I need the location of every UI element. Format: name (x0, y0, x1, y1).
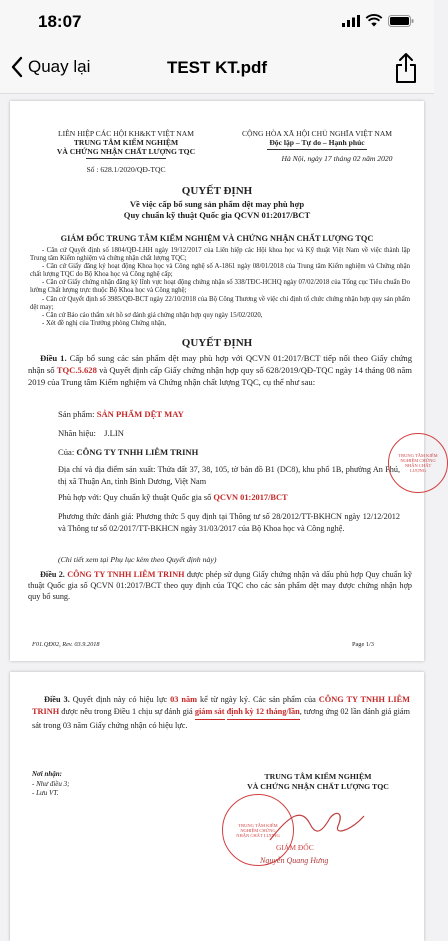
nation-header (222, 129, 412, 163)
stamp-text-2: TRUNG TÂM KIỂM NGHIỆM CHỨNG NHẬN CHẤT LƯỢNG (236, 822, 280, 838)
decision-subtitle-2: Quy chuẩn kỹ thuật Quốc gia QCVN 01:2017/BCT (123, 210, 311, 220)
product-label: Sản phẩm: (58, 409, 95, 419)
basis-item: - Căn cứ Giấy đăng ký hoạt động Khoa học và Công nghệ số A-1861 ngày 08/01/2018 của Trung tâm Kiểm nghiệm và Chứng nhận chất lượng TQC do Bộ Khoa học và Công nghệ cấp; (30, 263, 410, 279)
standard-row (58, 493, 288, 502)
decision-title-2: QUYẾT ĐỊNH (181, 337, 253, 349)
basis-item: - Căn cứ Quyết định số 3985/QĐ-BCT ngày 22/10/2018 của Bộ Công Thương về việc chỉ định tổ chức chứng nhận hợp quy sản phẩm dệt may; (30, 295, 410, 311)
article-1-label: Điều 1. (40, 353, 67, 363)
nav-bar (0, 44, 434, 94)
surveillance-text-2: định kỳ 12 tháng/lần (227, 706, 300, 719)
article-2-text: được phép sử dụng Giấy chứng nhận và dấu phù hợp Quy chuẩn kỹ thuật Quốc gia số QCVN 01:2017/BCT theo quy định của TQC cho các sản phẩm dệt may được chứng nhận hợp quy bổ sung. (28, 570, 413, 602)
recipients (32, 770, 69, 799)
pdf-page-1 (10, 101, 438, 661)
org-line-1: LIÊN HIỆP CÁC HỘI KH&KT VIỆT NAM (58, 129, 194, 138)
sign-title: GIÁM ĐỐC (276, 843, 314, 852)
surveillance-text-1: giám sát (195, 706, 225, 719)
owner-value: CÔNG TY TNHH LIÊM TRINH (76, 447, 199, 457)
article-3-company: CÔNG TY TNHH LIÊM TRINH (32, 695, 411, 717)
owner-row (58, 447, 198, 457)
standard-label: Phù hợp với: Quy chuẩn kỹ thuật Quốc gia số (58, 493, 212, 502)
recipient-item: - Như điều 3; (32, 779, 70, 788)
assessment-method: Phương thức đánh giá: Phương thức 5 quy định tại Thông tư số 28/2012/TT-BKHCN ngày 12/12/2012 và Thông tư số 02/2017/TT-BKHCN ngày 31/03/2017 của Bộ Khoa học và Công nghệ. (58, 512, 400, 534)
basis-item: - Căn cứ Giấy chứng nhận đăng ký lĩnh vực hoạt động chứng nhận số 338/TĐC-HCHQ ngày 07/02/2018 của Tổng cục Tiêu chuẩn Đo lường Chất lượng trực thuộc Bộ Khoa học và Công nghệ; (30, 279, 410, 295)
org-line-2: TRUNG TÂM KIỂM NGHIỆM (73, 138, 179, 147)
article-3-text-d: , tương ứng 02 lần đánh giá giám sát trong 03 năm Giấy chứng nhận có hiệu lực. (32, 707, 411, 730)
status-time: 18:07 (38, 12, 82, 31)
issuer-header (26, 129, 226, 174)
article-3-text-b: kể từ ngày ký. Các sản phẩm của (200, 695, 316, 704)
certificate-code: TQC.5.628 (56, 365, 97, 376)
sign-org-1: TRUNG TÂM KIỂM NGHIỆM (264, 772, 372, 781)
owner-label: Của: (58, 447, 75, 457)
article-3-label: Điều 3. (44, 695, 70, 704)
back-label: Quay lại (28, 57, 91, 76)
director-heading: GIÁM ĐỐC TRUNG TÂM KIỂM NGHIỆM VÀ CHỨNG NHẬN CHẤT LƯỢNG TQC (60, 234, 374, 243)
standard-value: QCVN 01:2017/BCT (213, 493, 288, 502)
appendix-note: (Chi tiết xem tại Phụ lục kèm theo Quyết định này) (58, 555, 217, 564)
wifi-icon (366, 15, 382, 27)
recipients-label: Nơi nhận: (32, 770, 63, 778)
article-1-text-a: Cấp bổ sung các sản phẩm dệt may phù hợp với QCVN 01:2017/BCT tiếp nối theo Giấy chứng nhận số (28, 353, 413, 376)
document-number: Số : 628.1/2020/QĐ-TQC (86, 165, 166, 174)
nation-line-1: CỘNG HÒA XÃ HỘI CHỦ NGHĨA VIỆT NAM (241, 129, 393, 138)
document-date: Hà Nội, ngày 17 tháng 02 năm 2020 (281, 154, 393, 163)
stamp-text: TRUNG TÂM KIỂM NGHIỆM CHỨNG NHẬN CHẤT LƯỢNG (398, 453, 438, 473)
status-bar (0, 0, 434, 44)
battery-icon (388, 15, 414, 27)
sign-org-2: VÀ CHỨNG NHẬN CHẤT LƯỢNG TQC (247, 782, 389, 791)
basis-item: - Căn cứ Quyết định số 1804/QĐ-LHH ngày 19/12/2017 của Liên hiệp các Hội khoa học và Kỹ thuật Việt Nam về việc thành lập Trung tâm Kiểm nghiệm và chứng nhận chất lượng TQC; (30, 247, 410, 263)
basis-item: - Xét đề nghị của Trưởng phòng Chứng nhận, (42, 319, 167, 327)
decision-title: QUYẾT ĐỊNH (181, 185, 253, 197)
article-1 (28, 352, 412, 388)
article-3-text-a: Quyết định này có hiệu lực (72, 695, 168, 704)
article-2-company: CÔNG TY TNHH LIÊM TRINH (67, 570, 185, 579)
status-icons (342, 15, 414, 27)
decision-subtitle-1: Về việc cấp bổ sung sản phẩm dệt may phù hợp (129, 199, 305, 209)
brand-label: Nhãn hiệu: (58, 428, 96, 438)
document-title: TEST KT.pdf (166, 58, 268, 77)
basis-item: - Căn cứ Báo cáo thẩm xét hồ sơ đánh giá chứng nhận hợp quy ngày 15/02/2020, (42, 311, 263, 319)
article-3 (32, 694, 410, 732)
product-row (58, 409, 184, 419)
validity-period: 03 năm (170, 695, 198, 704)
address: Địa chỉ và địa điểm sản xuất: Thửa đất 37, 38, 105, tờ bản đồ B1 (DC8), khu phố 1B, phường An Phú, thị xã Thuận An, tỉnh Bình Dương, Việt Nam (58, 465, 400, 486)
article-1-text-b: và Quyết định cấp Giấy chứng nhận hợp quy số 628/2019/QĐ-TQC ngày 14 tháng 08 năm 2019 của Trung tâm Kiểm nghiệm và Chứng nhận chất lượng TQC, cụ thể như sau: (28, 365, 412, 388)
brand-value: J.LIN (104, 428, 124, 438)
page-number: Page 1/3 (352, 641, 374, 648)
signature-block (218, 772, 418, 792)
brand-row (58, 428, 124, 438)
pdf-page-2 (10, 672, 424, 941)
official-stamp (388, 433, 448, 493)
nation-line-2: Độc lập – Tự do – Hạnh phúc (269, 138, 365, 147)
product-value: SẢN PHẨM DỆT MAY (96, 409, 184, 419)
org-line-3: VÀ CHỨNG NHẬN CHẤT LƯỢNG TQC (56, 147, 196, 156)
article-3-text-c: được nêu trong Điều 1 chịu sự đánh giá (61, 707, 193, 717)
share-icon[interactable] (394, 52, 418, 84)
form-code: F01.QĐ02, Rev. 03.9.2018 (32, 641, 100, 648)
legal-bases (30, 247, 410, 328)
signal-icon (342, 15, 360, 27)
signer-name: Nguyễn Quang Hưng (260, 856, 329, 865)
recipient-item: - Lưu VT. (32, 789, 59, 797)
article-2-label: Điều 2. (40, 570, 65, 579)
article-2 (28, 569, 412, 603)
